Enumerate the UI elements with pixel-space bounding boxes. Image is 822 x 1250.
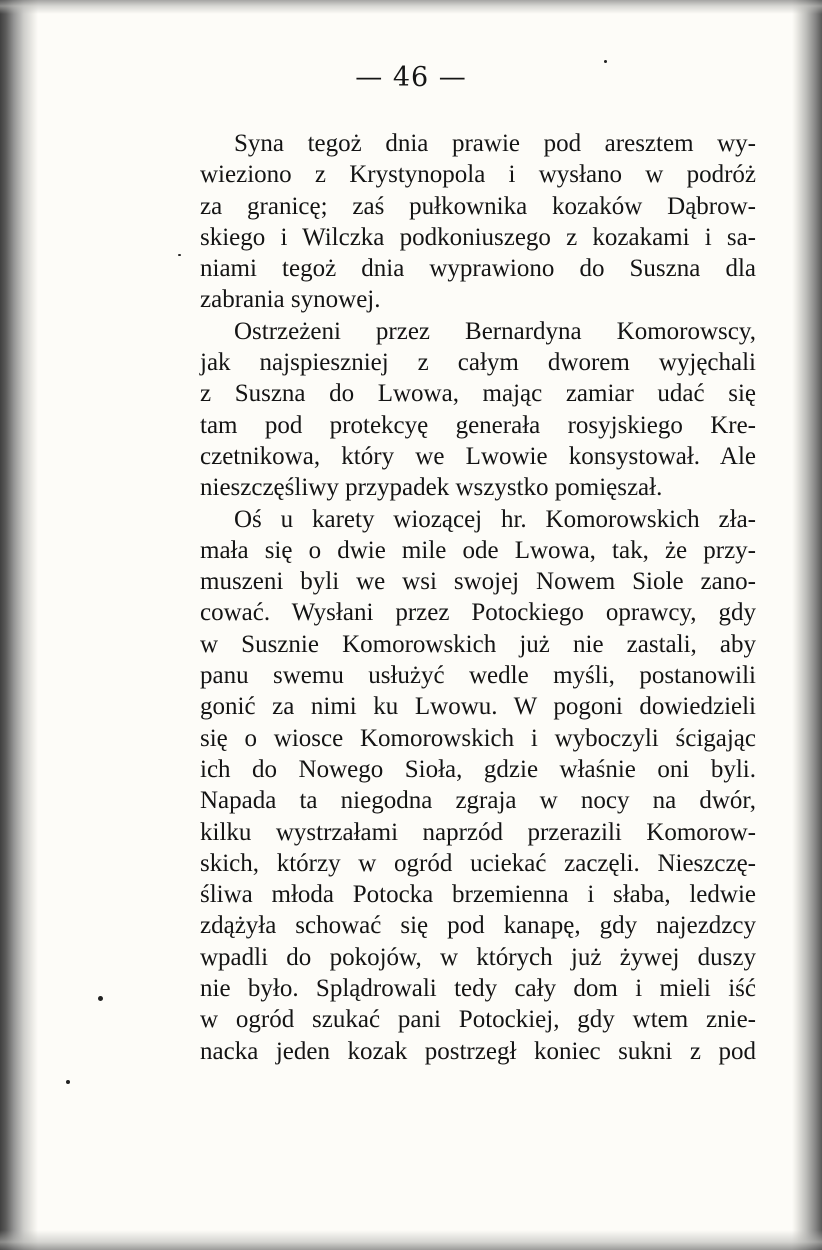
text-line: jak najspieszniej z całym dworem wyjęchali [200, 349, 756, 377]
text-line: w ogród szukać pani Potockiej, gdy wtem znie- [200, 1006, 756, 1034]
text-line: wpadli do pokojów, w których już żywej duszy [200, 943, 756, 971]
page-number: — 46 — [355, 62, 467, 93]
text-line: za granicę; zaś pułkownika kozaków Dąbrow- [200, 192, 756, 220]
text-line: ich do Nowego Sioła, gdzie właśnie oni byli. [200, 755, 756, 783]
text-line: mała się o dwie mile ode Lwowa, tak, że przy- [200, 536, 756, 564]
page-shadow-left [0, 0, 38, 1250]
text-line: nieszczęśliwy przypadek wszystko pomięszał. [200, 474, 663, 502]
text-line: skiego i Wilczka podkoniuszego z kozakami i sa- [200, 223, 756, 251]
text-line: zdążyła schować się pod kanapę, gdy najezdzcy [200, 912, 756, 940]
page-shadow-bottom [0, 1230, 822, 1250]
text-line: kilku wystrzałami naprzód przerazili Komorow- [200, 818, 756, 846]
dust-speck [98, 996, 103, 1001]
text-line: śliwa młoda Potocka brzemienna i słaba, ledwie [200, 881, 756, 909]
text-line: się o wiosce Komorowskich i wyboczyli ścigając [200, 724, 756, 752]
text-line: tam pod protekcyę generała rosyjskiego Kre- [200, 411, 756, 439]
text-line: skich, którzy w ogród uciekać zaczęli. Nieszczę- [200, 849, 756, 877]
text-line: Napada ta niegodna zgraja w nocy na dwór, [200, 787, 756, 815]
page-shadow-right [792, 0, 822, 1250]
text-line: nacka jeden kozak postrzegł koniec sukni z pod [200, 1037, 756, 1065]
text-line: wieziono z Krystynopola i wysłano w podróż [200, 161, 756, 189]
dust-speck [178, 254, 181, 256]
text-line: gonić za nimi ku Lwowu. W pogoni dowiedzieli [200, 693, 756, 721]
text-line: niami tegoż dnia wyprawiono do Suszna dla [200, 255, 756, 283]
text-line: Oś u karety wiozącej hr. Komorowskich zła- [234, 505, 756, 533]
text-line: Syna tegoż dnia prawie pod aresztem wy- [234, 130, 756, 157]
body-text [200, 128, 756, 1067]
text-line: muszeni byli we wsi swojej Nowem Siole zano- [200, 568, 756, 596]
dust-speck [66, 1080, 70, 1084]
text-line: nie było. Splądrowali tedy cały dom i mieli iść [200, 975, 756, 1003]
text-line: cować. Wysłani przez Potockiego oprawcy, gdy [200, 599, 756, 627]
text-line: Ostrzeżeni przez Bernardyna Komorowscy, [234, 317, 756, 345]
text-line: zabrania synowej. [200, 286, 381, 314]
text-line: w Susznie Komorowskich już nie zastali, aby [200, 630, 756, 658]
text-line: z Suszna do Lwowa, mając zamiar udać się [200, 380, 756, 408]
text-line: czetnikowa, który we Lwowie konsystował. Ale [200, 442, 756, 470]
page-shadow-top [0, 0, 822, 14]
text-line: panu swemu usłużyć wedle myśli, postanowili [200, 662, 756, 690]
